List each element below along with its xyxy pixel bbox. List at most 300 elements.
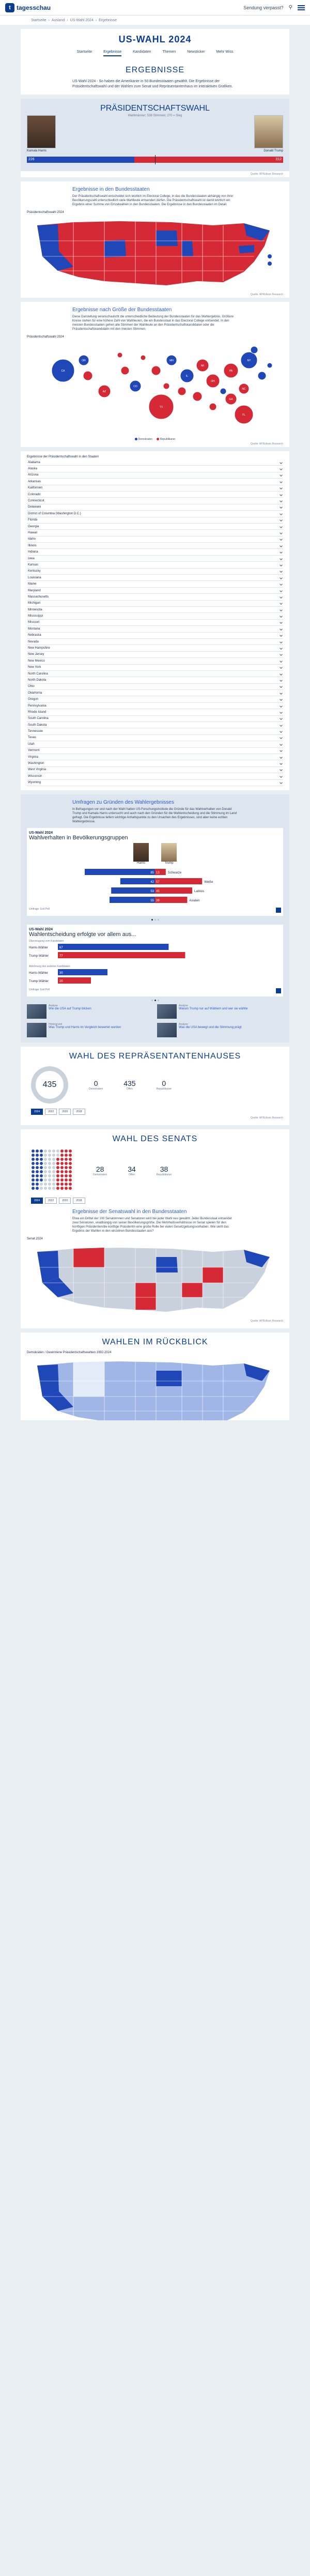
senate-seat	[36, 1166, 39, 1169]
chevron-down-icon	[280, 576, 283, 579]
share-icon[interactable]	[276, 988, 281, 993]
senate-seat	[48, 1166, 51, 1169]
chevron-down-icon	[280, 711, 283, 714]
state-name: Indiana	[28, 550, 38, 554]
state-row[interactable]	[27, 773, 283, 779]
state-name: Delaware	[28, 505, 41, 509]
senate-seat	[65, 1154, 68, 1157]
senate-stat-rep: 38 Republikaner	[156, 1164, 172, 1176]
state-name: New Mexico	[28, 659, 45, 663]
senate-seat	[60, 1149, 64, 1153]
poll1-bar-dem	[110, 897, 155, 903]
bubble-map-svg	[27, 340, 283, 436]
senate-seat	[52, 1178, 55, 1182]
state-row[interactable]	[27, 543, 283, 549]
state-row[interactable]	[27, 607, 283, 613]
poll1-value-dem: 42	[150, 880, 154, 884]
senate-section	[21, 1129, 289, 1328]
state-name: Washington	[28, 762, 44, 765]
state-row[interactable]	[27, 594, 283, 600]
teaser-title: Warum Trump nur auf Wählern und wer sie wählte	[179, 1007, 248, 1010]
chevron-down-icon	[280, 506, 283, 509]
state-row[interactable]	[27, 504, 283, 511]
senate-seat	[48, 1154, 51, 1157]
senate-seat	[32, 1174, 35, 1177]
section-tabs	[21, 50, 289, 56]
poll2-value: 30	[59, 971, 63, 975]
poll1-value-rep: 39	[156, 899, 160, 902]
chevron-down-icon	[280, 525, 283, 528]
senate-seat	[52, 1162, 55, 1165]
state-row[interactable]	[27, 696, 283, 702]
chevron-down-icon	[280, 563, 283, 566]
poll2-value: 20	[59, 979, 63, 983]
state-name: Tennessee	[28, 730, 43, 733]
poll2-chart-b	[27, 968, 283, 986]
teaser-kicker: Analyse	[179, 1022, 188, 1026]
state-name: Illinois	[28, 544, 37, 547]
chevron-down-icon	[280, 550, 283, 554]
senate-seat	[36, 1154, 39, 1157]
state-bubble[interactable]	[193, 392, 202, 401]
state-bubble[interactable]	[117, 352, 122, 358]
state-bubble[interactable]	[83, 371, 92, 380]
missed-broadcast-link[interactable]: Sendung verpasst?	[243, 5, 284, 10]
chevron-down-icon	[280, 762, 283, 765]
senate-seat	[69, 1162, 72, 1165]
state-row[interactable]	[27, 639, 283, 645]
state-name: Utah	[28, 742, 35, 746]
senate-seat	[40, 1149, 43, 1153]
senate-stat-open: 34 Offen	[128, 1164, 136, 1176]
year-pill[interactable]: 2020	[59, 1109, 71, 1115]
results-heading: ERGEBNISSE	[125, 66, 185, 74]
map-base	[37, 221, 270, 285]
state-name: Alaska	[28, 467, 38, 471]
state-row[interactable]	[27, 690, 283, 696]
state-name: Nebraska	[28, 634, 41, 637]
intro-text: US-Wahl 2024 - So haben die Amerikaner in 50 Bundesstaaten gewählt. Die Ergebnisse der Präsidentschaftswahl und der Wahlen zum Senat und Repräsentantenhaus im interaktiven Grafiken.	[72, 80, 233, 88]
breadcrumb-item[interactable]: Ausland	[51, 18, 65, 22]
chevron-down-icon	[280, 531, 283, 534]
senate-seat	[52, 1174, 55, 1177]
teaser-title: Wie die USA auf Trump blicken	[49, 1007, 91, 1010]
state-name: Vermont	[28, 749, 40, 753]
map-ohio	[203, 1267, 223, 1283]
senate-seat	[60, 1183, 64, 1186]
state-name: Iowa	[28, 557, 35, 560]
tab-start[interactable]: Startseite	[76, 50, 92, 54]
senate-seat	[48, 1149, 51, 1153]
logo-text: tagesschau	[17, 4, 51, 11]
senate-seat	[65, 1170, 68, 1173]
state-bubble[interactable]	[121, 366, 129, 375]
intro	[21, 60, 289, 95]
state-row[interactable]	[27, 665, 283, 671]
poll1-bar-rep	[155, 887, 192, 894]
teaser-title: Was die USA bewegt und die Stimmung prägt	[179, 1025, 242, 1029]
teaser-image	[157, 1004, 177, 1019]
senate-seat	[44, 1183, 47, 1186]
senate-seat	[65, 1149, 68, 1153]
state-row[interactable]	[27, 620, 283, 626]
senate-seat	[40, 1158, 43, 1161]
state-bubble[interactable]	[220, 388, 226, 394]
state-row[interactable]	[27, 626, 283, 632]
poll2-source: Umfrage: Exit Poll	[29, 988, 50, 991]
state-bubble[interactable]	[209, 403, 216, 410]
state-row[interactable]	[27, 703, 283, 709]
senate-seat	[40, 1178, 43, 1182]
year-pill[interactable]: 2018	[73, 1198, 85, 1204]
senate-seat	[32, 1158, 35, 1161]
year-pill[interactable]: 2022	[45, 1198, 57, 1204]
map-west-coast	[37, 224, 59, 256]
poll1-row-label: Asiaten	[189, 899, 200, 902]
share-icon[interactable]	[276, 908, 281, 913]
map-dc-marker	[268, 254, 272, 258]
state-row[interactable]	[27, 530, 283, 536]
chevron-down-icon	[280, 685, 283, 688]
house-heading: WAHL DES REPRÄSENTANTENHAUSES	[69, 1051, 241, 1061]
state-name: Rhode Island	[28, 710, 47, 714]
chevron-down-icon	[280, 672, 283, 676]
senate-seat	[32, 1178, 35, 1182]
bubble-section	[21, 302, 289, 447]
poll2-row-label: Trump-Wähler	[29, 979, 49, 983]
poll1-value-rep: 45	[156, 890, 160, 893]
senate-seat	[52, 1149, 55, 1153]
state-bubble-label: PA	[229, 370, 233, 373]
state-name: Arkansas	[28, 480, 41, 483]
presidential-subtitle: Wahlmänner; 538 Stimmen; 270 = Sieg	[128, 114, 182, 117]
senate-seat	[40, 1183, 43, 1186]
state-name: North Dakota	[28, 678, 47, 682]
senate-seat	[48, 1162, 51, 1165]
map-illinois	[182, 241, 193, 256]
poll1-head: US-Wahl 2024	[29, 831, 53, 835]
senate-seat	[69, 1170, 72, 1173]
map-mountain-west	[73, 1361, 104, 1397]
year-pill[interactable]: 2018	[73, 1109, 85, 1115]
poll1-bar-dem	[85, 869, 155, 875]
state-row[interactable]	[27, 492, 283, 498]
chevron-down-icon	[280, 679, 283, 682]
us-results-map[interactable]	[27, 215, 283, 292]
senate-seat	[69, 1166, 72, 1169]
bubble-map[interactable]	[27, 340, 283, 436]
teaser-item[interactable]	[27, 1004, 153, 1020]
chevron-down-icon	[280, 704, 283, 708]
state-bubble[interactable]	[178, 387, 186, 395]
senate-seat	[52, 1154, 55, 1157]
state-row[interactable]	[27, 684, 283, 690]
state-row[interactable]	[27, 479, 283, 485]
state-row[interactable]	[27, 569, 283, 575]
state-row[interactable]	[27, 562, 283, 568]
senate-map[interactable]	[27, 1241, 283, 1318]
senate-seat	[40, 1174, 43, 1177]
senate-seat	[56, 1149, 59, 1153]
map-mississippi	[182, 1283, 203, 1297]
states-section	[21, 451, 289, 790]
house-stat-rep: 0 Republikaner	[156, 1079, 172, 1091]
senate-seat	[40, 1187, 43, 1190]
tab-results[interactable]: Ergebnisse	[103, 50, 121, 56]
senate-seat	[36, 1174, 39, 1177]
house-stat-dem: 0 Demokraten	[89, 1079, 103, 1091]
state-row[interactable]	[27, 658, 283, 664]
poll2-row-label: Trump-Wähler	[29, 954, 49, 958]
senate-seat	[56, 1178, 59, 1182]
state-bubble-label: NC	[242, 388, 246, 391]
poll1-value-rep: 57	[156, 880, 160, 884]
senate-seat	[48, 1183, 51, 1186]
state-row[interactable]	[27, 652, 283, 658]
chevron-down-icon	[280, 474, 283, 477]
senate-seat	[48, 1170, 51, 1173]
state-row[interactable]	[27, 459, 283, 466]
chevron-down-icon	[280, 518, 283, 522]
senate-seat	[40, 1166, 43, 1169]
state-name: Nevada	[28, 640, 39, 643]
state-name: Kansas	[28, 563, 39, 566]
search-icon[interactable]: ⚲	[288, 5, 292, 10]
chevron-down-icon	[280, 486, 283, 489]
chevron-down-icon	[280, 544, 283, 547]
state-name: New Jersey	[28, 653, 44, 656]
state-row[interactable]	[27, 780, 283, 786]
senate-seat	[65, 1158, 68, 1161]
harris-portrait	[27, 115, 56, 148]
chevron-down-icon	[280, 666, 283, 669]
senate-year-pills	[21, 1198, 289, 1204]
tab-more[interactable]: Mehr Wiss	[216, 50, 234, 54]
state-row[interactable]	[27, 549, 283, 555]
state-bubble-label: CA	[61, 370, 65, 373]
state-row[interactable]	[27, 517, 283, 524]
state-bubble[interactable]	[251, 346, 258, 354]
state-name: Oregon	[28, 698, 39, 701]
trump-thumb	[161, 843, 177, 862]
senate-seat	[56, 1162, 59, 1165]
state-row[interactable]	[27, 498, 283, 504]
state-accordion-list	[27, 459, 283, 786]
poll2-bar	[58, 969, 107, 975]
state-bubble-label: MN	[169, 359, 174, 362]
state-bubble[interactable]	[258, 372, 266, 380]
senate-seat	[56, 1174, 59, 1177]
state-name: Wisconsin	[28, 774, 42, 778]
carousel-dots[interactable]	[21, 919, 289, 921]
senate-seat	[52, 1183, 55, 1186]
state-row[interactable]	[27, 536, 283, 543]
state-row[interactable]	[27, 588, 283, 594]
state-name: Mississippi	[28, 615, 43, 618]
map-midwest	[156, 1371, 182, 1386]
senate-seat	[69, 1183, 72, 1186]
state-row[interactable]	[27, 466, 283, 472]
state-row[interactable]	[27, 645, 283, 651]
tagesschau-logo[interactable]	[5, 3, 51, 12]
chevron-down-icon	[280, 749, 283, 752]
chevron-down-icon	[280, 499, 283, 502]
state-name: Ohio	[28, 685, 35, 688]
bubble-chart-label: Präsidentschaftswahl 2024	[27, 335, 64, 339]
teaser-item[interactable]	[157, 1023, 283, 1038]
state-row[interactable]	[27, 722, 283, 728]
chevron-down-icon	[280, 493, 283, 496]
poll1-title: Wahlverhalten in Bevölkerungsgruppen	[29, 834, 128, 841]
house-section	[21, 1047, 289, 1125]
state-row[interactable]	[27, 754, 283, 760]
poll2-row-label: Harris-Wähler	[29, 971, 49, 975]
year-pill[interactable]: 2020	[59, 1198, 71, 1204]
teaser-item[interactable]	[27, 1023, 153, 1038]
senate-seat	[56, 1170, 59, 1173]
state-row[interactable]	[27, 575, 283, 581]
retro-map[interactable]	[27, 1355, 283, 1420]
state-row[interactable]	[27, 633, 283, 639]
carousel-dots[interactable]	[21, 1000, 289, 1001]
senate-seat	[56, 1166, 59, 1169]
chevron-down-icon	[280, 737, 283, 740]
state-row[interactable]	[27, 760, 283, 766]
year-pill[interactable]: 2024	[31, 1198, 43, 1204]
state-row[interactable]	[27, 735, 283, 741]
state-row[interactable]	[27, 472, 283, 479]
chevron-down-icon	[280, 775, 283, 778]
state-bubble[interactable]	[141, 355, 146, 360]
chevron-down-icon	[280, 608, 283, 611]
state-row[interactable]	[27, 748, 283, 754]
senate-seat	[56, 1183, 59, 1186]
state-bubble[interactable]	[267, 363, 272, 368]
senate-seat	[44, 1154, 47, 1157]
state-row[interactable]	[27, 741, 283, 747]
retro-section	[21, 1332, 289, 1420]
senate-map-text: Etwa ein Drittel der 100 Senatorinnen und Senatoren wird bei jeder Wahl neu gewählt. Jeder Bundesstaat entsendet zwei Senatoren, unabhängig von seiner Bevölkerungsgröße. Die Mehrheitsverhältnisse im Senat spielen für den künftigen Präsidenten/die künftige Präsidentin eine große Rolle bei vielen Gesetzgebungsvorhaben. Wie sieht das Ergebnis der Wahlen in den einzelnen Bundesstaaten aus?	[72, 1217, 232, 1233]
state-row[interactable]	[27, 485, 283, 492]
state-row[interactable]	[27, 613, 283, 619]
senate-seat	[60, 1178, 64, 1182]
state-row[interactable]	[27, 767, 283, 773]
retro-chart-label: Demokraten / Gewinnene Präsidentschaftswahlen 1992-2024	[27, 1351, 112, 1354]
state-row[interactable]	[27, 511, 283, 517]
poll1-row-label: Latinos	[194, 890, 205, 893]
state-name: Kentucky	[28, 570, 41, 573]
senate-seat	[60, 1154, 64, 1157]
year-pill[interactable]: 2022	[45, 1109, 57, 1115]
senate-seat	[44, 1166, 47, 1169]
state-name: Montana	[28, 627, 40, 631]
state-row[interactable]	[27, 728, 283, 734]
poll2-bar	[58, 952, 185, 958]
breadcrumb-item[interactable]: Startseite	[31, 18, 47, 22]
breadcrumb-item: Ergebnisse	[99, 18, 117, 22]
state-name: Maine	[28, 582, 37, 586]
majority-line	[155, 155, 156, 164]
poll-motivation	[27, 925, 283, 996]
state-row[interactable]	[27, 524, 283, 530]
chevron-down-icon	[280, 769, 283, 772]
poll1-value-rep: 13	[156, 871, 160, 875]
senate-seat	[36, 1187, 39, 1190]
breadcrumb-item[interactable]: US-Wahl 2024	[70, 18, 94, 22]
state-bubble[interactable]	[163, 383, 169, 389]
state-bubble[interactable]	[151, 366, 161, 375]
state-row[interactable]	[27, 677, 283, 683]
poll1-row-label: Schwarze	[167, 871, 182, 875]
menu-icon[interactable]	[298, 5, 305, 10]
senate-seat	[32, 1170, 35, 1173]
chevron-down-icon	[280, 634, 283, 637]
poll-section-title: Umfragen zu Gründen des Wahlergebnisses	[72, 799, 174, 805]
chevron-down-icon	[280, 602, 283, 605]
senate-seat	[65, 1178, 68, 1182]
year-pill[interactable]: 2024	[31, 1109, 43, 1115]
poll1-left-label: Harris	[137, 861, 145, 865]
state-bubble-label: GA	[229, 398, 233, 401]
tab-topics[interactable]: Themen	[162, 50, 176, 54]
electoral-bar-dem: 226	[27, 157, 134, 163]
senate-seat	[69, 1187, 72, 1190]
map-west-coast	[37, 1251, 59, 1283]
state-row[interactable]	[27, 709, 283, 715]
state-row[interactable]	[27, 581, 283, 587]
poll2-group1: Überzeugung vom Kandidaten	[29, 939, 64, 943]
state-bubble-label: NY	[247, 359, 251, 362]
poll1-bar-rep	[155, 878, 202, 884]
senate-seat	[65, 1183, 68, 1186]
chevron-down-icon	[280, 692, 283, 695]
senate-seat	[44, 1162, 47, 1165]
senate-seat	[60, 1174, 64, 1177]
trump-name: Donald Trump	[264, 149, 283, 152]
state-name: Kalifornien	[28, 486, 43, 490]
chevron-down-icon	[280, 461, 283, 464]
chevron-down-icon	[280, 570, 283, 573]
senate-stat-dem: 28 Demokraten	[93, 1164, 107, 1176]
chevron-down-icon	[280, 653, 283, 656]
senate-seat	[65, 1187, 68, 1190]
senate-seat	[60, 1170, 64, 1173]
tab-candidates[interactable]: Kandidaten	[133, 50, 151, 54]
chevron-down-icon	[280, 557, 283, 560]
state-row[interactable]	[27, 556, 283, 562]
senate-seat	[48, 1158, 51, 1161]
states-label: Ergebnisse der Präsidentschaftswahl in den Staaten	[27, 455, 99, 458]
senate-map-title: Ergebnisse der Senatswahl in den Bundesstaaten	[72, 1208, 187, 1215]
teaser-item[interactable]	[157, 1004, 283, 1020]
state-name: West Virginia	[28, 768, 47, 772]
poll2-bar	[58, 944, 168, 950]
teaser-grid	[27, 1004, 283, 1038]
tab-ticker[interactable]: Newsticker	[187, 50, 205, 54]
senate-heading: WAHL DES SENATS	[112, 1134, 198, 1143]
state-name: North Carolina	[28, 672, 48, 676]
senate-seat	[44, 1178, 47, 1182]
bubble-section-title: Ergebnisse nach Größe der Bundesstaaten	[72, 307, 172, 313]
senate-seat	[69, 1174, 72, 1177]
state-bubble-label: MI	[201, 364, 204, 367]
senate-seat	[52, 1158, 55, 1161]
state-row[interactable]	[27, 671, 283, 677]
state-row[interactable]	[27, 601, 283, 607]
state-row[interactable]	[27, 716, 283, 722]
harris-name: Kamala Harris	[27, 149, 47, 152]
poll2-group2: Ablehnung des anderen Kandidaten	[29, 964, 70, 968]
